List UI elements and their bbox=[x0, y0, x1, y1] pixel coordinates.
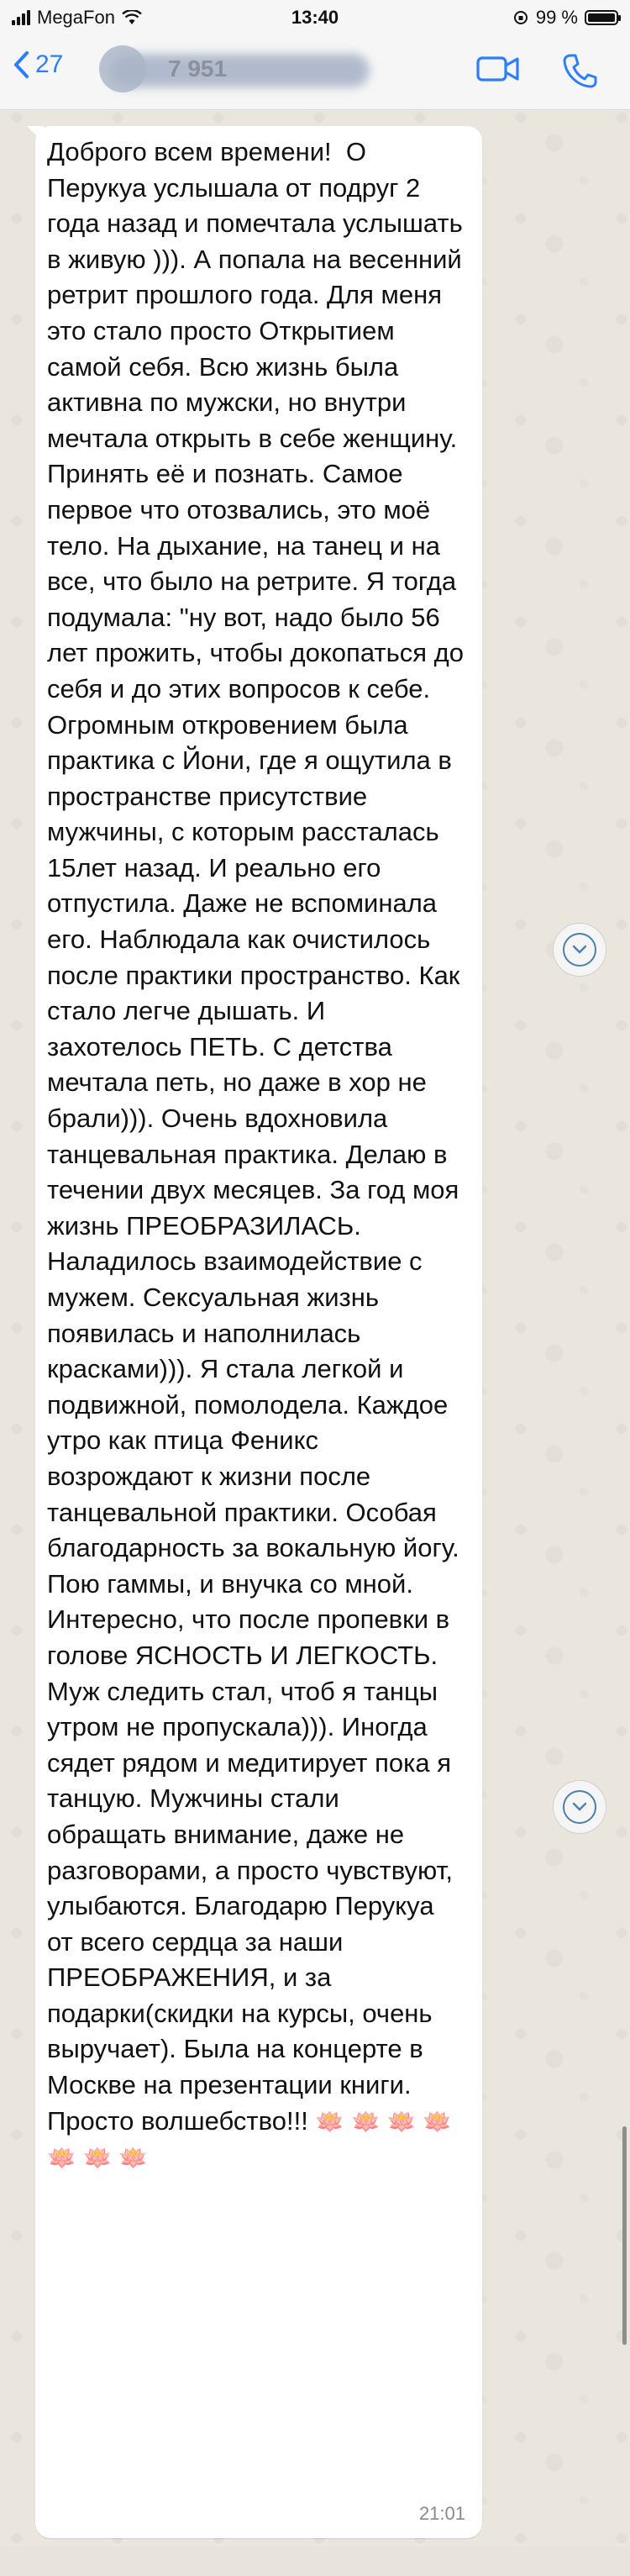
message-timestamp: 21:01 bbox=[418, 2503, 465, 2524]
back-button[interactable] bbox=[12, 50, 63, 79]
chat-header bbox=[0, 0, 630, 110]
phone-icon bbox=[561, 52, 598, 89]
video-call-icon bbox=[475, 52, 521, 86]
chevron-left-icon bbox=[12, 50, 30, 79]
clock: 13:40 bbox=[291, 7, 339, 28]
message-text bbox=[47, 134, 464, 2177]
carrier-label: MegaFon bbox=[37, 7, 115, 28]
contact-name-redaction bbox=[109, 54, 370, 87]
chevron-down-icon bbox=[571, 1801, 588, 1813]
message-body: Доброго всем времени! О Перукуа услышала от подруг 2 года назад и помечтала услышать в живую ))). А попала на весенний ретрит прошлого года. Для меня это стало просто Открытием самой себя. Всю жизнь была активна по мужски, но внутри мечтала открыть в себе женщину. Принять её и познать. Самое первое что отозвались, это моё тело. На дыхание, на танец и на все, что было на ретрите. Я тогда подумала: "ну вот, надо было 56 лет прожить, чтобы докопаться до себя и до этих вопросов к себе. Огромным откровением была практика с Йони, где я ощутила в пространстве присутствие мужчины, с которым рассталась 15лет назад. И реально его отпустила. Даже не вспоминала его. Наблюдала как очистилось после практики пространство. Как стало легче дышать. И захотелось ПЕТЬ. С детства мечтала петь, но даже в хор не брали))). Очень вдохновила танцевальная практика. Делаю в течении двух месяцев. За год моя жизнь ПРЕОБРАЗИЛАСЬ. Наладилось взаимодействие с мужем. Сексуальная жизнь появилась и наполнилась красками))). Я стала легкой и подвижной, помолодела. Каждое утро как птица Феникс возрождают к жизни после танцевальной практики. Особая благодарность за вокальную йогу. Пою гаммы, и внучка со мной. Интересно, что после пропевки в голове ЯСНОСТЬ И ЛЕГКОСТЬ. Муж следить стал, чтоб я танцы утром не пропускала))). Иногда сядет рядом и медитирует пока я танцую. Мужчины стали обращать внимание, даже не разговорами, а просто чувствуют, улыбаются. Благодарю Перукуа от всего сердца за наши ПРЕОБРАЖЕНИЯ, и за подарки(скидки на курсы, очень выручает). Была на концерте в Москве на презентации книги. Просто волшебство!!! bbox=[47, 137, 464, 2136]
status-bar bbox=[0, 7, 630, 30]
incoming-message-bubble[interactable] bbox=[35, 126, 482, 2538]
lotus-emoji-row: 🪷 🪷 🪷 🪷 🪷 🪷 🪷 bbox=[47, 2108, 459, 2172]
battery-percent: 99 % bbox=[535, 7, 578, 28]
battery-icon bbox=[585, 10, 618, 25]
video-call-button[interactable] bbox=[475, 52, 521, 90]
orientation-lock-icon bbox=[512, 9, 529, 26]
scroll-down-button[interactable] bbox=[553, 923, 606, 977]
chevron-down-icon bbox=[571, 944, 588, 956]
next-message-edge bbox=[0, 2547, 630, 2576]
unread-count: 27 bbox=[35, 50, 64, 78]
scroll-down-button[interactable] bbox=[553, 1780, 606, 1834]
scrollbar[interactable] bbox=[622, 2126, 627, 2345]
nav-row bbox=[0, 42, 630, 97]
voice-call-button[interactable] bbox=[561, 52, 598, 93]
contact-name[interactable]: 7 951 bbox=[168, 55, 228, 82]
